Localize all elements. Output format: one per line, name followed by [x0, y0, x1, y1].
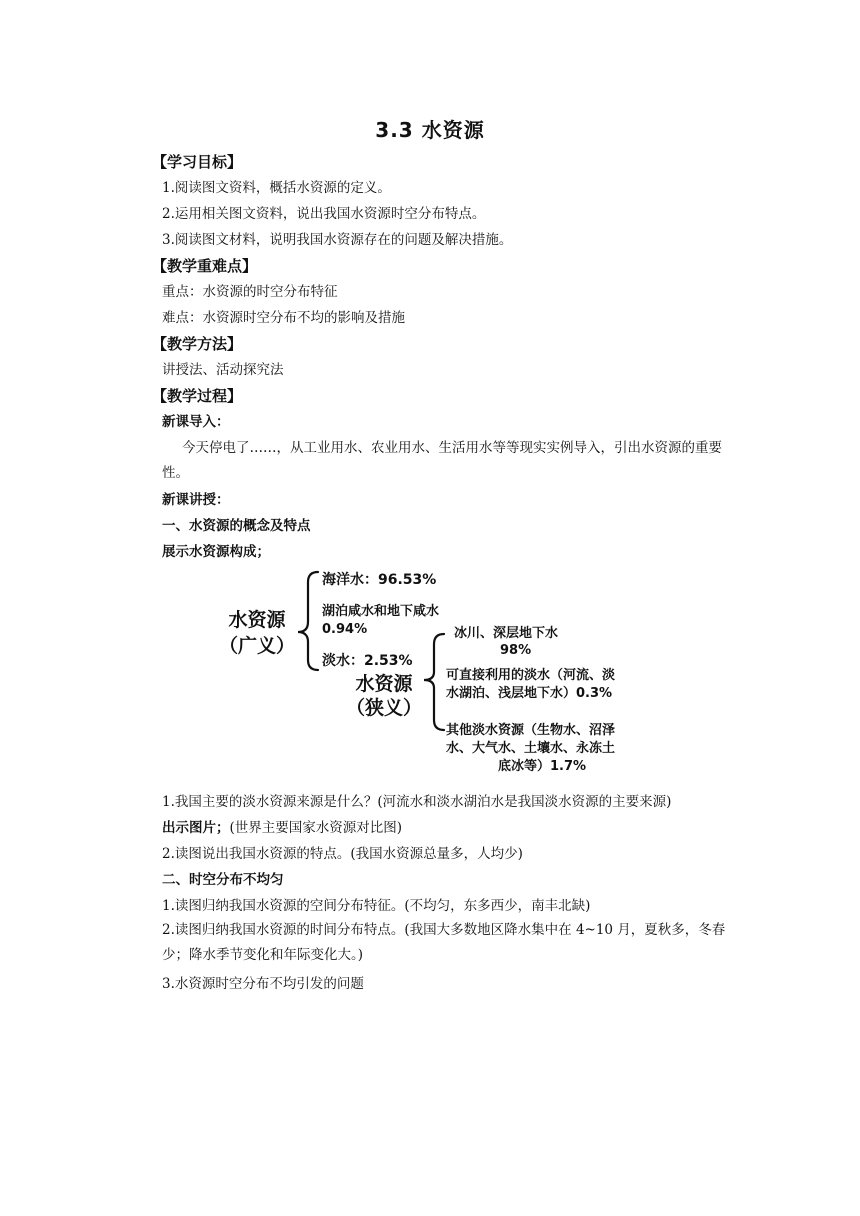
show-image-text: (世界主要国家水资源对比图) — [229, 820, 403, 836]
objective-item: 1.阅读图文资料，概括水资源的定义。 — [162, 180, 391, 196]
question-2: 2.读图说出我国水资源的特点。(我国水资源总量多，人均少) — [162, 846, 523, 862]
show-image-line — [162, 818, 402, 838]
usable-fresh-label-line2: 水湖泊、浅层地下水）0.3% — [446, 686, 613, 701]
part2-item-2: 2.读图归纳我国水资源的时间分布特点。(我国大多数地区降水集中在 4~10 月，夏秋多，冬春少；降水季节变化和年际变化大。) — [162, 922, 726, 963]
part2-heading: 二、时空分布不均匀 — [162, 872, 284, 888]
methods-text: 讲授法、活动探究法 — [162, 362, 284, 378]
objective-item: 3.阅读图文材料，说明我国水资源存在的问题及解决措施。 — [162, 232, 513, 248]
broad-label-line2: （广义） — [218, 635, 295, 657]
part2-item-3: 3.水资源时空分布不均引发的问题 — [162, 976, 364, 992]
part2-item-1: 1.读图归纳我国水资源的空间分布特征。(不均匀，东多西少，南丰北缺) — [162, 898, 591, 914]
show-composition-label: 展示水资源构成； — [162, 544, 270, 560]
narrow-label-line1: 水资源 — [355, 673, 413, 695]
objective-item: 2.运用相关图文资料，说出我国水资源时空分布特点。 — [162, 206, 486, 222]
intro-paragraph: 今天停电了……，从工业用水、农业用水、生活用水等等现实实例导入，引出水资源的重要性。 — [162, 440, 722, 481]
other-fresh-label-line2: 水、大气水、土壤水、永冻土 — [446, 741, 616, 756]
intro-label: 新课导入： — [162, 414, 230, 430]
keypoint-item: 重点：水资源的时空分布特征 — [162, 284, 338, 300]
usable-fresh-label-line1: 可直接利用的淡水（河流、淡 — [446, 668, 616, 683]
process-heading: 【教学过程】 — [152, 387, 243, 405]
page-title: 3.3 水资源 — [375, 118, 485, 142]
question-1: 1.我国主要的淡水资源来源是什么？(河流水和淡水湖泊水是我国淡水资源的主要来源) — [162, 794, 672, 810]
ocean-water-label: 海洋水：96.53% — [322, 572, 437, 588]
narrow-label-line2: （狭义） — [345, 697, 422, 719]
part1-heading: 一、水资源的概念及特点 — [162, 518, 311, 534]
salt-water-label-line1: 湖泊咸水和地下咸水 — [322, 604, 440, 619]
broad-label-line1: 水资源 — [228, 609, 286, 631]
keypoint-item: 难点：水资源时空分布不均的影响及措施 — [162, 310, 405, 326]
lecture-label: 新课讲授： — [162, 492, 230, 508]
glacier-label-line2: 98% — [500, 643, 532, 658]
glacier-label-line1: 冰川、深层地下水 — [454, 626, 559, 641]
objectives-heading: 【学习目标】 — [152, 153, 243, 171]
show-image-label: 出示图片； — [162, 820, 230, 836]
methods-heading: 【教学方法】 — [152, 335, 243, 353]
keypoints-heading: 【教学重难点】 — [152, 257, 258, 275]
other-fresh-label-line3: 底冰等）1.7% — [498, 759, 587, 774]
water-composition-diagram — [200, 560, 670, 790]
salt-water-label-line2: 0.94% — [322, 622, 368, 637]
other-fresh-label-line1: 其他淡水资源（生物水、沼泽 — [446, 723, 616, 738]
fresh-water-label: 淡水：2.53% — [322, 653, 413, 669]
